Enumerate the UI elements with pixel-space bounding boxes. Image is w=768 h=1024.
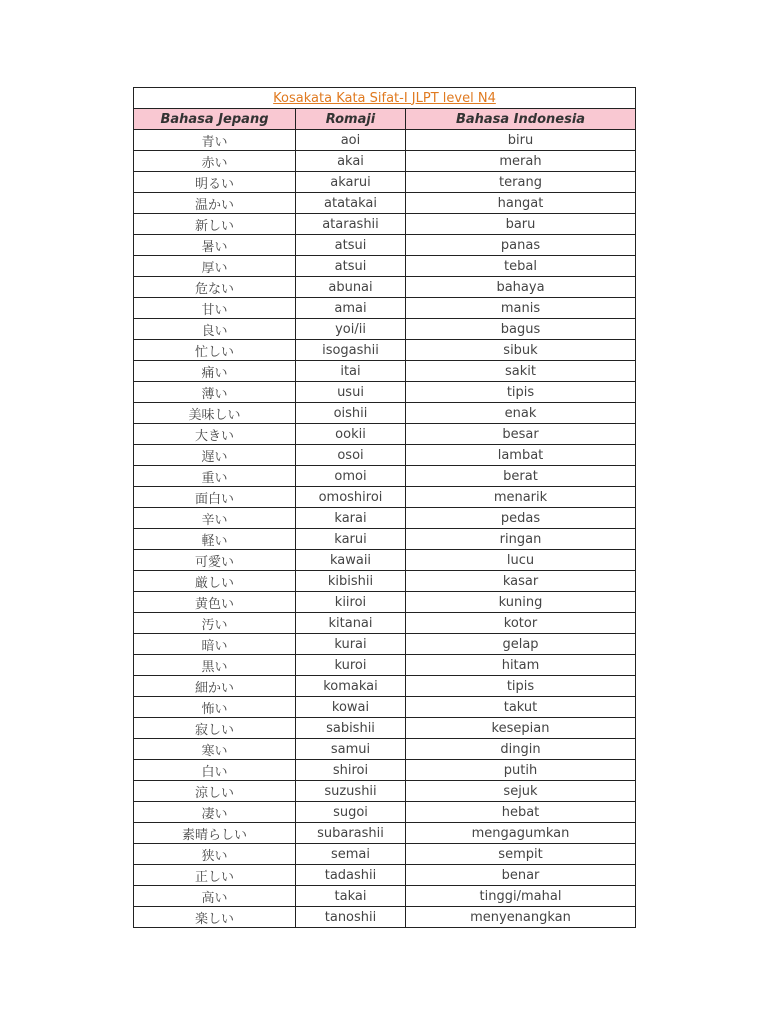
- table-row: [134, 445, 636, 466]
- romaji-cell: subarashii: [296, 823, 406, 844]
- column-header-indonesian: Bahasa Indonesia: [406, 109, 636, 130]
- table-row: [134, 298, 636, 319]
- indonesian-cell: putih: [406, 760, 636, 781]
- table-row: [134, 676, 636, 697]
- romaji-cell: atatakai: [296, 193, 406, 214]
- japanese-cell: 可愛い: [134, 550, 296, 571]
- indonesian-cell: hangat: [406, 193, 636, 214]
- table-row: [134, 172, 636, 193]
- indonesian-cell: benar: [406, 865, 636, 886]
- japanese-cell: 厳しい: [134, 571, 296, 592]
- indonesian-cell: bagus: [406, 319, 636, 340]
- indonesian-cell: terang: [406, 172, 636, 193]
- vocabulary-table: [133, 87, 636, 928]
- indonesian-cell: gelap: [406, 634, 636, 655]
- romaji-cell: oishii: [296, 403, 406, 424]
- indonesian-cell: sejuk: [406, 781, 636, 802]
- indonesian-cell: sakit: [406, 361, 636, 382]
- table-row: [134, 739, 636, 760]
- indonesian-cell: bahaya: [406, 277, 636, 298]
- indonesian-cell: tipis: [406, 676, 636, 697]
- japanese-cell: 白い: [134, 760, 296, 781]
- indonesian-cell: merah: [406, 151, 636, 172]
- table-row: [134, 781, 636, 802]
- table-row: [134, 697, 636, 718]
- japanese-cell: 暗い: [134, 634, 296, 655]
- japanese-cell: 新しい: [134, 214, 296, 235]
- indonesian-cell: takut: [406, 697, 636, 718]
- table-row: [134, 487, 636, 508]
- romaji-cell: tanoshii: [296, 907, 406, 928]
- indonesian-cell: mengagumkan: [406, 823, 636, 844]
- romaji-cell: isogashii: [296, 340, 406, 361]
- table-row: [134, 655, 636, 676]
- japanese-cell: 重い: [134, 466, 296, 487]
- table-row: [134, 235, 636, 256]
- romaji-cell: karui: [296, 529, 406, 550]
- japanese-cell: 黄色い: [134, 592, 296, 613]
- table-row: [134, 403, 636, 424]
- table-row: [134, 613, 636, 634]
- indonesian-cell: menyenangkan: [406, 907, 636, 928]
- indonesian-cell: lambat: [406, 445, 636, 466]
- japanese-cell: 寂しい: [134, 718, 296, 739]
- romaji-cell: kitanai: [296, 613, 406, 634]
- romaji-cell: samui: [296, 739, 406, 760]
- indonesian-cell: berat: [406, 466, 636, 487]
- japanese-cell: 素晴らしい: [134, 823, 296, 844]
- indonesian-cell: kesepian: [406, 718, 636, 739]
- japanese-cell: 良い: [134, 319, 296, 340]
- romaji-cell: shiroi: [296, 760, 406, 781]
- romaji-cell: takai: [296, 886, 406, 907]
- table-row: [134, 760, 636, 781]
- indonesian-cell: besar: [406, 424, 636, 445]
- romaji-cell: komakai: [296, 676, 406, 697]
- japanese-cell: 美味しい: [134, 403, 296, 424]
- romaji-cell: abunai: [296, 277, 406, 298]
- column-header-japanese: Bahasa Jepang: [134, 109, 296, 130]
- japanese-cell: 明るい: [134, 172, 296, 193]
- indonesian-cell: sempit: [406, 844, 636, 865]
- japanese-cell: 軽い: [134, 529, 296, 550]
- indonesian-cell: biru: [406, 130, 636, 151]
- japanese-cell: 暑い: [134, 235, 296, 256]
- indonesian-cell: dingin: [406, 739, 636, 760]
- table-row: [134, 466, 636, 487]
- japanese-cell: 正しい: [134, 865, 296, 886]
- table-row: [134, 277, 636, 298]
- indonesian-cell: kuning: [406, 592, 636, 613]
- table-row: [134, 319, 636, 340]
- japanese-cell: 危ない: [134, 277, 296, 298]
- romaji-cell: osoi: [296, 445, 406, 466]
- romaji-cell: kiiroi: [296, 592, 406, 613]
- indonesian-cell: baru: [406, 214, 636, 235]
- japanese-cell: 凄い: [134, 802, 296, 823]
- romaji-cell: yoi/ii: [296, 319, 406, 340]
- indonesian-cell: hebat: [406, 802, 636, 823]
- table-row: [134, 340, 636, 361]
- japanese-cell: 痛い: [134, 361, 296, 382]
- romaji-cell: semai: [296, 844, 406, 865]
- japanese-cell: 狭い: [134, 844, 296, 865]
- japanese-cell: 大きい: [134, 424, 296, 445]
- japanese-cell: 寒い: [134, 739, 296, 760]
- indonesian-cell: tebal: [406, 256, 636, 277]
- table-row: [134, 907, 636, 928]
- table-row: [134, 844, 636, 865]
- romaji-cell: akarui: [296, 172, 406, 193]
- indonesian-cell: kasar: [406, 571, 636, 592]
- table-row: [134, 529, 636, 550]
- romaji-cell: kawaii: [296, 550, 406, 571]
- table-row: [134, 634, 636, 655]
- table-row: [134, 214, 636, 235]
- romaji-cell: sabishii: [296, 718, 406, 739]
- table-row: [134, 193, 636, 214]
- table-row: [134, 382, 636, 403]
- japanese-cell: 楽しい: [134, 907, 296, 928]
- romaji-cell: atsui: [296, 256, 406, 277]
- table-row: [134, 823, 636, 844]
- table-row: [134, 361, 636, 382]
- japanese-cell: 薄い: [134, 382, 296, 403]
- table-row: [134, 550, 636, 571]
- japanese-cell: 厚い: [134, 256, 296, 277]
- japanese-cell: 細かい: [134, 676, 296, 697]
- japanese-cell: 赤い: [134, 151, 296, 172]
- column-header-romaji: Romaji: [296, 109, 406, 130]
- romaji-cell: tadashii: [296, 865, 406, 886]
- romaji-cell: kurai: [296, 634, 406, 655]
- indonesian-cell: kotor: [406, 613, 636, 634]
- romaji-cell: omoi: [296, 466, 406, 487]
- table-row: [134, 508, 636, 529]
- table-row: [134, 130, 636, 151]
- indonesian-cell: tinggi/mahal: [406, 886, 636, 907]
- table-row: [134, 718, 636, 739]
- table-row: [134, 256, 636, 277]
- indonesian-cell: pedas: [406, 508, 636, 529]
- japanese-cell: 汚い: [134, 613, 296, 634]
- romaji-cell: ookii: [296, 424, 406, 445]
- japanese-cell: 高い: [134, 886, 296, 907]
- table-row: [134, 571, 636, 592]
- japanese-cell: 忙しい: [134, 340, 296, 361]
- romaji-cell: karai: [296, 508, 406, 529]
- japanese-cell: 黒い: [134, 655, 296, 676]
- table-row: [134, 865, 636, 886]
- romaji-cell: akai: [296, 151, 406, 172]
- indonesian-cell: tipis: [406, 382, 636, 403]
- romaji-cell: itai: [296, 361, 406, 382]
- indonesian-cell: manis: [406, 298, 636, 319]
- romaji-cell: atsui: [296, 235, 406, 256]
- indonesian-cell: panas: [406, 235, 636, 256]
- table-row: [134, 151, 636, 172]
- romaji-cell: kowai: [296, 697, 406, 718]
- indonesian-cell: menarik: [406, 487, 636, 508]
- table-title: Kosakata Kata Sifat-I JLPT level N4: [273, 90, 496, 106]
- indonesian-cell: ringan: [406, 529, 636, 550]
- romaji-cell: aoi: [296, 130, 406, 151]
- table-body: [134, 130, 636, 928]
- japanese-cell: 辛い: [134, 508, 296, 529]
- romaji-cell: kuroi: [296, 655, 406, 676]
- header-row: [134, 109, 636, 130]
- table-row: [134, 424, 636, 445]
- japanese-cell: 温かい: [134, 193, 296, 214]
- japanese-cell: 涼しい: [134, 781, 296, 802]
- table-title-cell: [134, 88, 636, 109]
- romaji-cell: suzushii: [296, 781, 406, 802]
- romaji-cell: omoshiroi: [296, 487, 406, 508]
- indonesian-cell: hitam: [406, 655, 636, 676]
- romaji-cell: amai: [296, 298, 406, 319]
- table-row: [134, 886, 636, 907]
- japanese-cell: 甘い: [134, 298, 296, 319]
- indonesian-cell: enak: [406, 403, 636, 424]
- japanese-cell: 遅い: [134, 445, 296, 466]
- japanese-cell: 面白い: [134, 487, 296, 508]
- table-row: [134, 592, 636, 613]
- table-row: [134, 802, 636, 823]
- romaji-cell: kibishii: [296, 571, 406, 592]
- romaji-cell: usui: [296, 382, 406, 403]
- japanese-cell: 怖い: [134, 697, 296, 718]
- title-row: [134, 88, 636, 109]
- romaji-cell: sugoi: [296, 802, 406, 823]
- indonesian-cell: sibuk: [406, 340, 636, 361]
- japanese-cell: 青い: [134, 130, 296, 151]
- romaji-cell: atarashii: [296, 214, 406, 235]
- indonesian-cell: lucu: [406, 550, 636, 571]
